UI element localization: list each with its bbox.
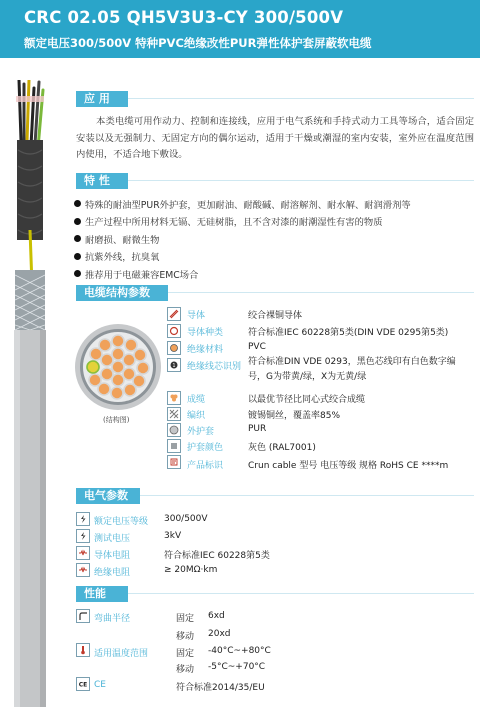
svg-text:1: 1 [172, 363, 176, 369]
electrical-label: 绝缘电阻 [94, 568, 131, 578]
section-features: 特 性 [76, 173, 128, 189]
bend-radius-icon [76, 609, 90, 623]
conductor-icon [167, 307, 181, 321]
temperature-icon [76, 643, 90, 657]
bend-moving-value: 20xd [208, 629, 231, 639]
braid-icon [167, 407, 181, 421]
page-subtitle: 额定电压300/500V 特种PVC绝缘改性PUR弹性体护套屏蔽软电缆 [24, 36, 372, 50]
electrical-value: 3kV [164, 531, 182, 541]
construction-label: 护套颜色 [187, 443, 224, 453]
cable-image [10, 80, 52, 707]
insulation-resistance-icon [76, 563, 90, 577]
construction-value: 绞合裸铜导体 [248, 311, 303, 321]
performance-label: 弯曲半径 [94, 614, 131, 624]
product-marking-icon [167, 455, 181, 469]
insulation-icon [167, 341, 181, 355]
outer-sheath-icon [167, 423, 181, 437]
bullet-icon [74, 218, 81, 225]
construction-label: 导体 [187, 311, 206, 321]
cable-cross-section-image [74, 323, 162, 411]
list-item: 耐磨损、耐微生物 [74, 230, 479, 248]
bend-fixed-label: 固定 [176, 614, 195, 624]
construction-label: 绝缘材料 [187, 345, 224, 355]
construction-value: Crun cable 型号 电压等级 规格 RoHS CE ****m [248, 461, 449, 471]
electrical-value: 符合标准IEC 60228第5类 [164, 551, 270, 561]
temp-moving-label: 移动 [176, 665, 195, 675]
stranding-icon [167, 391, 181, 405]
electrical-label: 额定电压等级 [94, 517, 149, 527]
performance-label: CE [94, 680, 106, 690]
construction-value: PVC [248, 342, 266, 352]
construction-value: 镀锡铜丝，覆盖率85% [248, 411, 341, 421]
construction-value: 灰色 (RAL7001) [248, 443, 316, 453]
bend-moving-label: 移动 [176, 632, 195, 642]
section-performance: 性能 [76, 586, 128, 602]
construction-label: 外护套 [187, 427, 215, 437]
construction-value: 以最优节径比同心式绞合成缆 [248, 395, 366, 405]
performance-label: 适用温度范围 [94, 649, 149, 659]
sheath-color-icon [167, 439, 181, 453]
construction-label: 绝缘线芯识别 [187, 362, 242, 372]
svg-text:CE: CE [78, 681, 88, 689]
electrical-value: 300/500V [164, 514, 208, 524]
application-paragraph: 本类电缆可用作动力、控制和连接线，应用于电气系统和手持式动力工具等场合，适合固定安装以及无强制力、无固定方向的偶尔运动，适用于干燥或潮湿的室内安装，室外应在温度范围内使用，不适合地下敷设。 [76, 116, 474, 160]
section-construction: 电缆结构参数 [76, 285, 168, 301]
temp-fixed-label: 固定 [176, 649, 195, 659]
bend-fixed-value: 6xd [208, 611, 225, 621]
electrical-value: ≥ 20MΩ·km [164, 565, 218, 575]
section-divider [128, 593, 474, 594]
test-voltage-icon [76, 529, 90, 543]
construction-value: 符合标准DIN VDE 0293，黑色芯线印有白色数字编号，G为带黄/绿，X为无黄/绿 [248, 357, 456, 382]
bullet-icon [74, 200, 81, 207]
ce-value: 符合标准2014/35/EU [176, 683, 265, 693]
section-divider [168, 292, 474, 293]
electrical-label: 测试电压 [94, 534, 131, 544]
cross-section-caption: (结构图) [103, 416, 130, 424]
page-title: CRC 02.05 QH5V3U3-CY 300/500V [24, 8, 344, 27]
resistance-icon [76, 546, 90, 560]
ce-icon [76, 677, 90, 691]
section-divider [128, 98, 474, 99]
header-banner [0, 0, 480, 58]
construction-label: 产品标识 [187, 461, 224, 471]
section-application: 应 用 [76, 91, 128, 107]
construction-value: PUR [248, 424, 267, 434]
temp-fixed-value: -40°C~+80°C [208, 646, 271, 656]
construction-value: 符合标准IEC 60228第5类(DIN VDE 0295第5类) [248, 328, 449, 338]
construction-label: 成缆 [187, 395, 206, 405]
electrical-label: 导体电阻 [94, 551, 131, 561]
voltage-icon [76, 512, 90, 526]
section-divider [128, 180, 474, 181]
conductor-class-icon [167, 324, 181, 338]
construction-label: 编织 [187, 411, 206, 421]
list-item: 生产过程中所用材料无镉、无硅树脂，且不含对漆的耐潮湿性有害的物质 [74, 213, 479, 231]
core-identification-icon [167, 358, 181, 372]
bullet-icon [74, 235, 81, 242]
list-item: 推荐用于电磁兼容EMC场合 [74, 265, 479, 283]
list-item: 抗紫外线，抗臭氧 [74, 248, 479, 266]
bullet-icon [74, 253, 81, 260]
feature-list [74, 195, 479, 283]
section-electrical: 电气参数 [76, 488, 140, 504]
construction-label: 导体种类 [187, 328, 224, 338]
list-item: 特殊的耐油型PUR外护套，更加耐油、耐酸碱、耐溶解剂、耐水解、耐润滑剂等 [74, 195, 479, 213]
section-divider [140, 495, 474, 496]
temp-moving-value: -5°C~+70°C [208, 662, 266, 672]
bullet-icon [74, 270, 81, 277]
